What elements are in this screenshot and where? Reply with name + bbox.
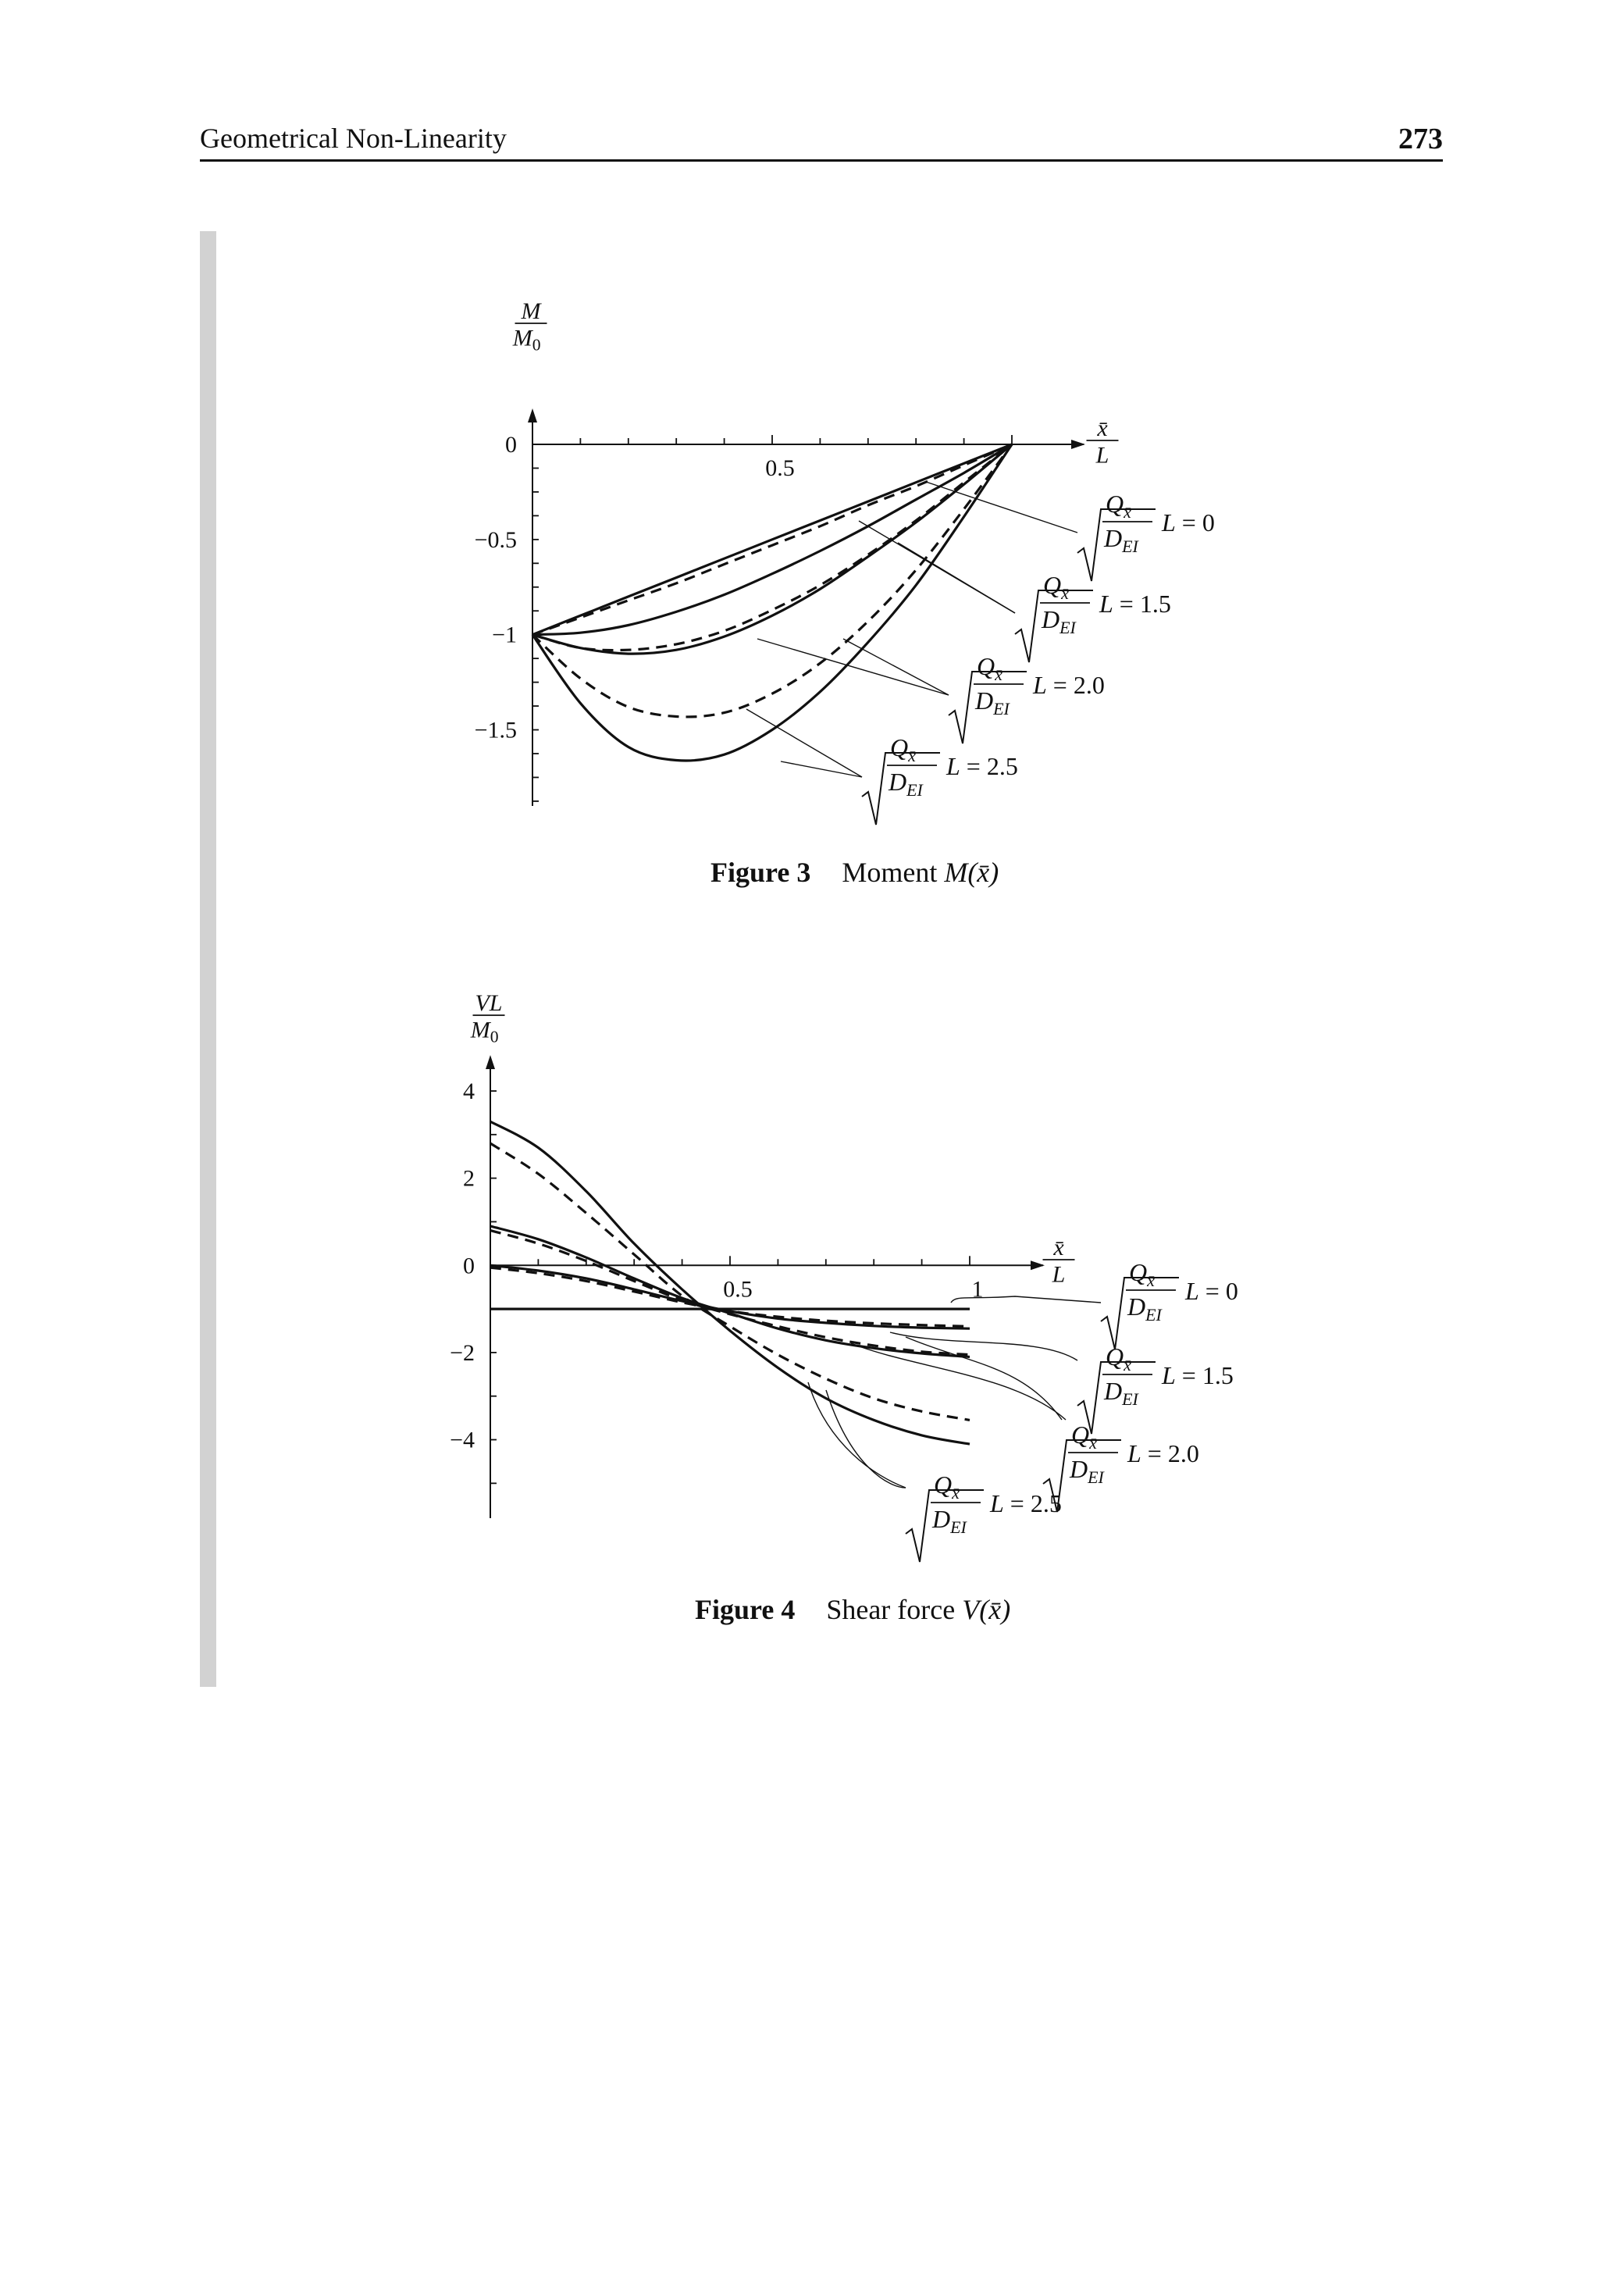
figure-3-caption-text: Moment [842, 857, 945, 888]
shear-legend-1-q: $Q_{x̄}$ [1106, 1342, 1131, 1374]
shear-y-tick-label: −4 [450, 1427, 475, 1453]
moment-legend-3-q: $Q_{x̄}$ [890, 733, 916, 765]
moment-legend-3-d: $D_{EI}$ [889, 768, 923, 800]
shear-legend-3 [906, 1471, 1062, 1562]
shear-legend-3-q: $Q_{x̄}$ [934, 1471, 960, 1503]
moment-y-tick-label: −1.5 [474, 717, 517, 743]
shear-legend-2-d: $D_{EI}$ [1070, 1455, 1104, 1487]
shear-leader-line-4 [808, 1382, 906, 1488]
shear-legend-3-value: L = 2.5 [990, 1489, 1062, 1517]
moment-legend-1-d: $D_{EI}$ [1042, 605, 1076, 637]
moment-y-tick-label: −0.5 [474, 526, 517, 553]
figure-4-caption-math: V(x̄) [962, 1594, 1011, 1625]
moment-legend-3-value: L = 2.5 [946, 752, 1018, 780]
shear-y-axis-label [470, 990, 505, 1046]
shear-legend-0-d: $D_{EI}$ [1127, 1292, 1162, 1324]
shear-legend-0 [1101, 1258, 1238, 1349]
shear-x-axis-label-denominator: L [1052, 1261, 1066, 1288]
shear-x-axis-label-numerator: x̄ [1053, 1235, 1064, 1260]
moment-legend-0-d: $D_{EI}$ [1104, 524, 1138, 556]
shear-legend-0-value: L = 0 [1185, 1277, 1238, 1305]
moment-x-axis-label-numerator: x̄ [1097, 415, 1108, 441]
moment-y-tick-label: −1 [492, 622, 517, 648]
figure-3-caption-math: M(x̄) [944, 857, 999, 888]
moment-x-tick-label: 0.5 [765, 455, 795, 481]
shear-y-tick-label: 0 [463, 1253, 475, 1279]
moment-legend-0-value: L = 0 [1162, 508, 1215, 537]
moment-y-axis-label-denominator: $M_0$ [512, 325, 541, 355]
shear-plot [450, 990, 1238, 1562]
shear-x-axis-label [1043, 1235, 1075, 1288]
moment-legend-1-q: $Q_{x̄}$ [1043, 571, 1069, 603]
moment-y-axis-label-numerator: M [521, 298, 541, 324]
moment-legend-1-value: L = 1.5 [1099, 590, 1171, 618]
shear-legend-3-d: $D_{EI}$ [932, 1505, 967, 1537]
page-number: 273 [1398, 123, 1443, 155]
shear-x-tick-label: 0.5 [723, 1276, 753, 1303]
shear-y-axis-label-denominator: $M_0$ [470, 1017, 499, 1046]
shear-legend-1-value: L = 1.5 [1162, 1361, 1234, 1389]
shear-y-tick-label: 4 [463, 1078, 475, 1104]
shear-leader-line-1 [890, 1332, 1077, 1360]
running-title: Geometrical Non-Linearity [200, 123, 507, 154]
moment-y-tick-label: 0 [505, 432, 517, 458]
figure-3-caption [710, 856, 999, 889]
figure-4-caption-text: Shear force [826, 1594, 963, 1625]
shear-x-tick-label: 1 [971, 1276, 984, 1303]
moment-legend-0-q: $Q_{x̄}$ [1106, 490, 1131, 522]
figure-4-caption [695, 1593, 1010, 1626]
moment-x-axis-label-denominator: L [1095, 442, 1109, 469]
shear-leader-line-2 [906, 1337, 1062, 1420]
shear-y-axis-label-numerator: VL [475, 990, 503, 1016]
shear-legend-2-q: $Q_{x̄}$ [1071, 1421, 1097, 1453]
figure-3-number: Figure 3 [710, 857, 811, 888]
shear-y-tick-label: −2 [450, 1339, 475, 1366]
shear-y-axis-arrow [486, 1055, 495, 1069]
figure-4-number: Figure 4 [695, 1594, 796, 1625]
shear-legend-2 [1043, 1421, 1199, 1512]
shear-legend-1-d: $D_{EI}$ [1104, 1377, 1138, 1409]
shear-legend-0-q: $Q_{x̄}$ [1129, 1258, 1155, 1290]
moment-legend-2-d: $D_{EI}$ [975, 686, 1010, 718]
shear-y-tick-label: 2 [463, 1165, 475, 1192]
shear-legend-2-value: L = 2.0 [1127, 1439, 1199, 1467]
moment-legend-2-q: $Q_{x̄}$ [977, 652, 1002, 684]
shear-x-axis-arrow [1031, 1260, 1045, 1270]
moment-legend-2-value: L = 2.0 [1033, 671, 1105, 699]
shear-legend-1 [1077, 1342, 1234, 1434]
